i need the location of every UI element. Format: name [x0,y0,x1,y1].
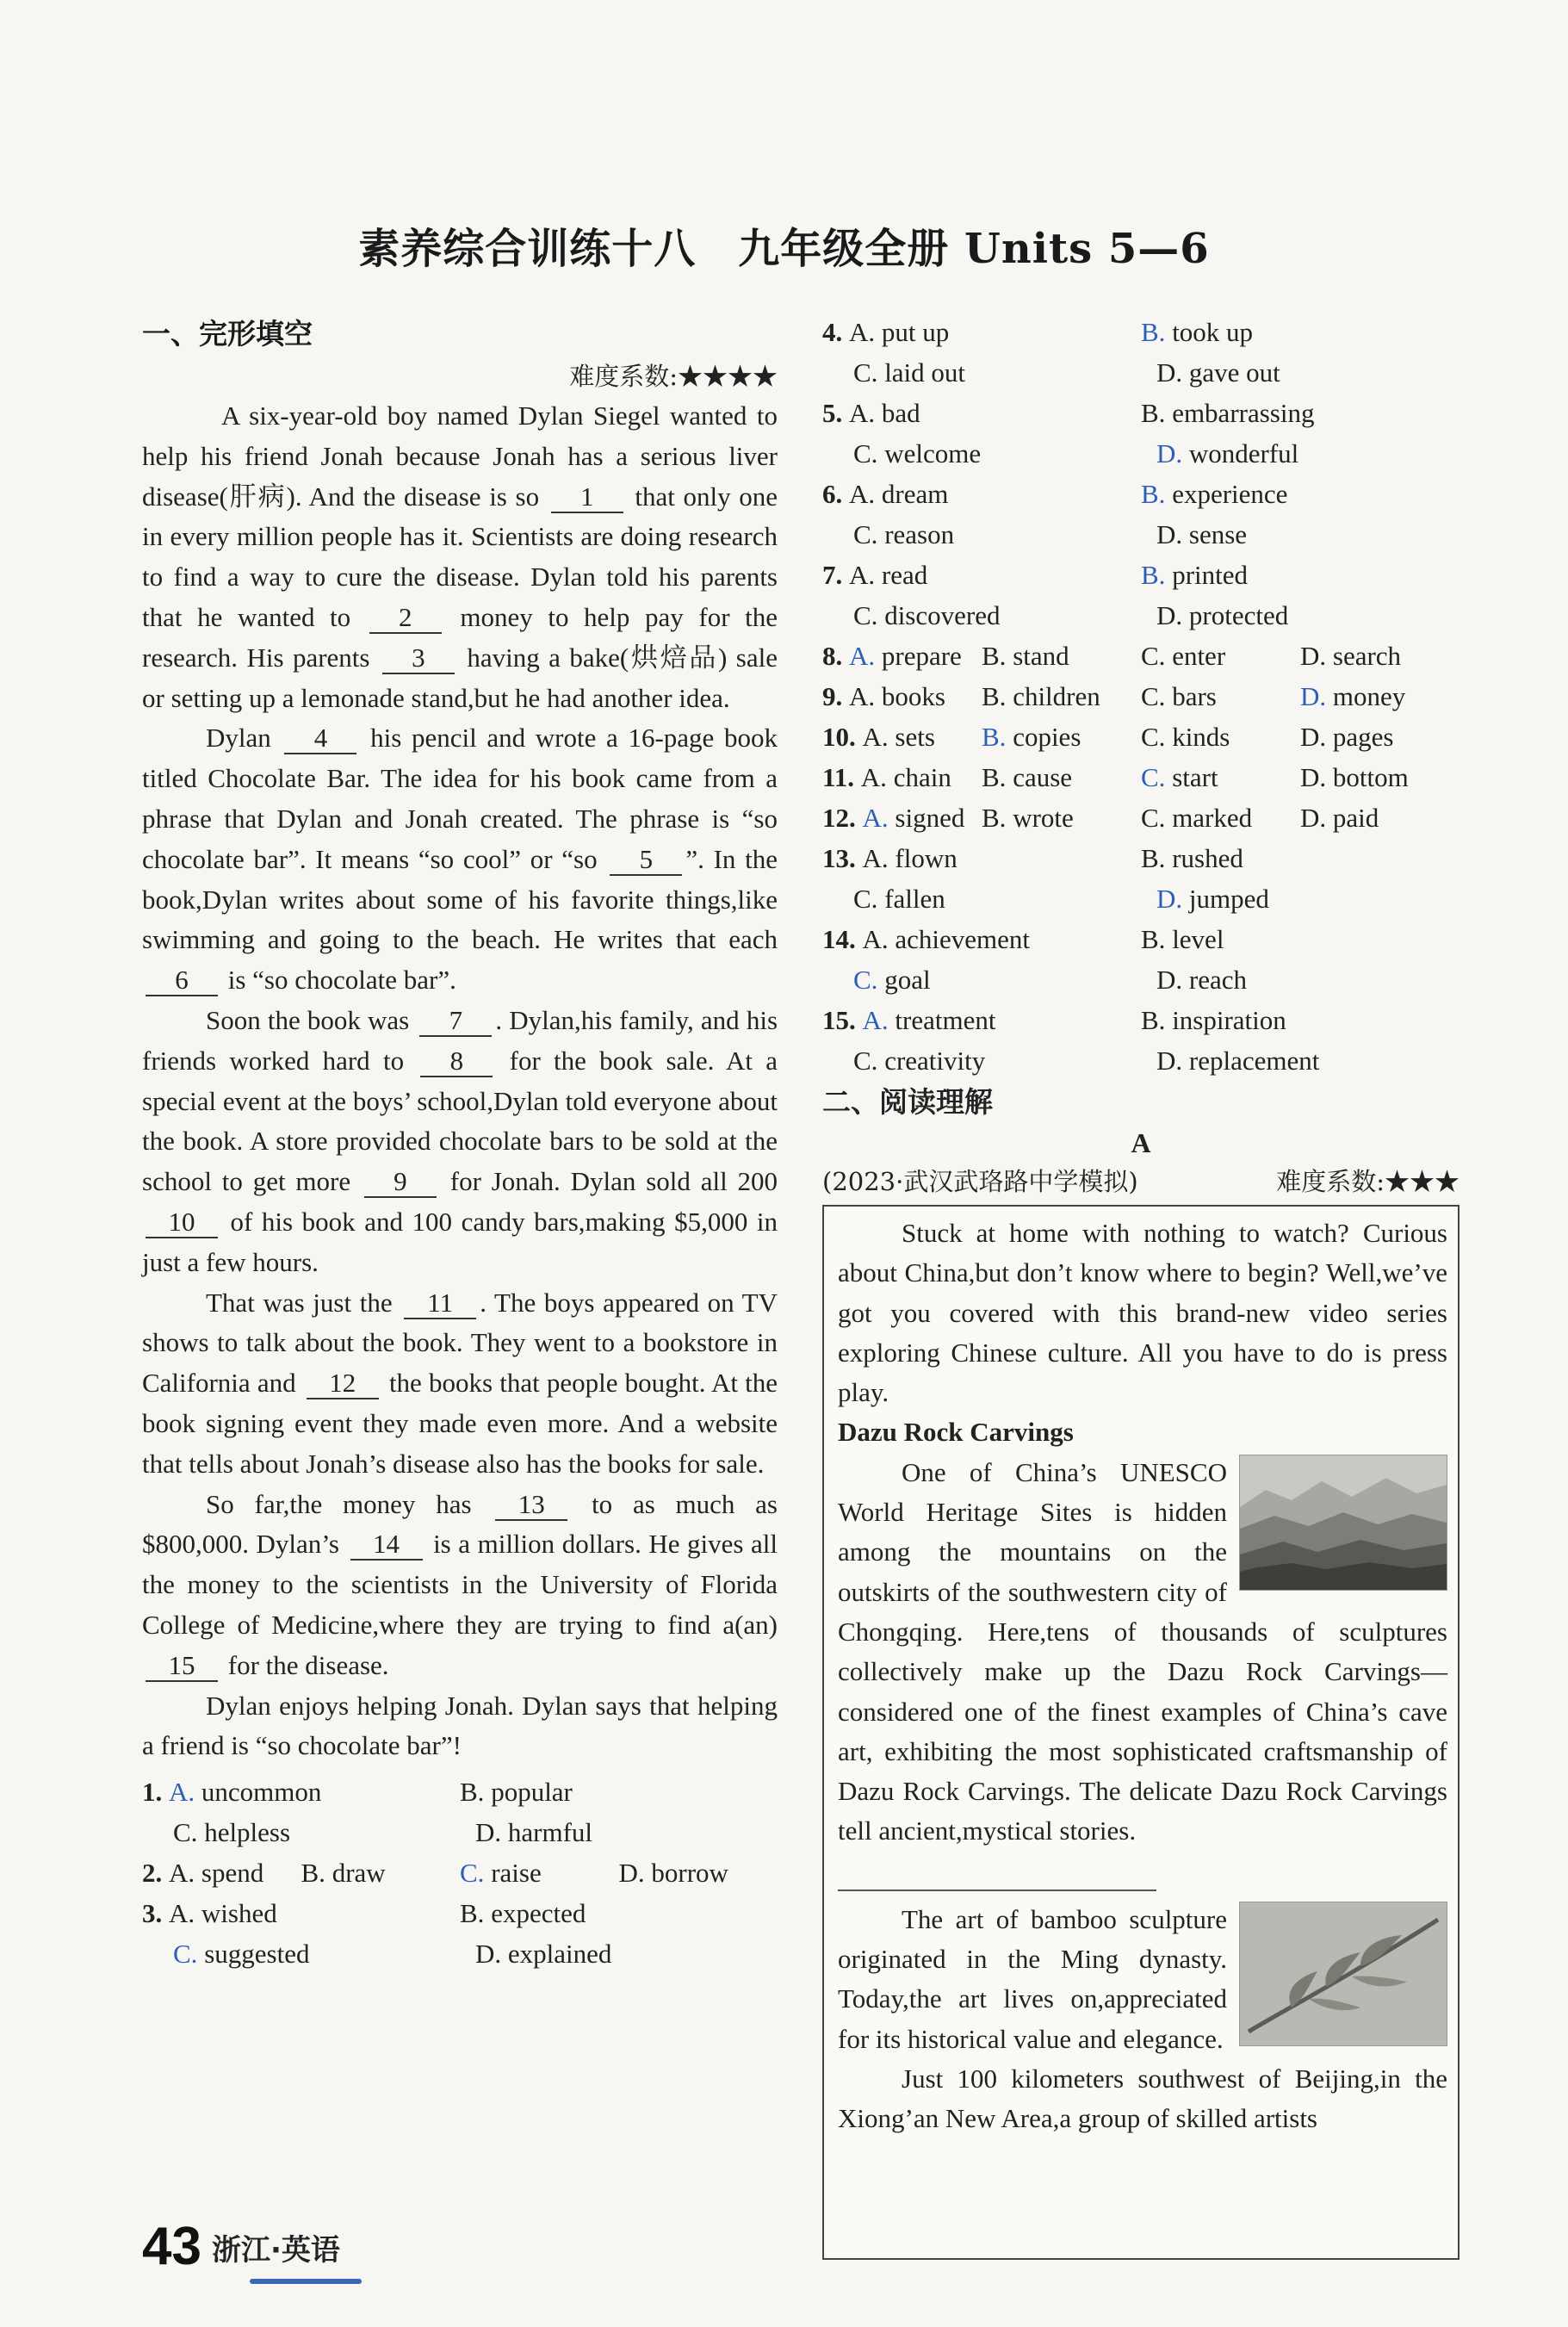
question-12-row [822,797,1460,838]
option-c[interactable] [1141,717,1300,757]
question-5-row [822,433,1460,474]
question-number: 9. [822,681,849,711]
option-letter: A. [849,641,876,671]
option-a[interactable] [142,1852,301,1893]
cloze-passage [142,396,778,1766]
option-letter: C. [853,519,878,549]
option-a[interactable] [142,1772,460,1812]
option-d[interactable] [1156,352,1460,393]
option-text: goal [877,965,931,995]
question-3-row [142,1933,778,1974]
section-heading-cloze: 一、完形填空 [142,317,313,351]
intro-paragraph: Stuck at home with nothing to watch? Curious about China,but don’t know where to begin? Well,we’ve got you covered with this brand-new video series exploring Chinese culture. All you have to do is press play. [838,1218,1447,1408]
footer-label: 浙江·英语 [211,2233,340,2268]
option-text: wrote [1006,803,1074,833]
option-letter: D. [1156,965,1183,995]
option-letter: D. [618,1858,645,1889]
passage-text: . Dylan,his family, and his friends worked hard to [142,1004,778,1076]
question-1-row [142,1772,778,1812]
blank-5[interactable]: 5 [610,845,682,876]
option-letter: A. [849,479,876,509]
option-d[interactable] [1156,595,1460,636]
page-footer [142,2217,340,2276]
option-b[interactable] [982,757,1141,797]
option-text: treatment [888,1005,996,1035]
option-text: chain [886,762,951,792]
question-7-row [822,555,1460,595]
question-3-row [142,1893,778,1933]
option-d[interactable] [1156,514,1460,555]
question-13-row [822,878,1460,919]
option-d[interactable] [1300,757,1460,797]
reading-difficulty: 难度系数:★★★ [1276,1167,1460,1196]
question-10-row [822,717,1460,757]
left-column [142,312,778,1974]
option-text: explained [501,1939,612,1970]
cloze-paragraph [142,1485,778,1686]
question-4-row [822,312,1460,352]
passage-text: of his book and 100 candy bars,making $5,000 in just a few hours. [142,1206,778,1277]
option-text: laid out [877,357,966,388]
option-d[interactable] [1300,797,1460,838]
question-15-row [822,1000,1460,1040]
option-a[interactable] [822,919,1141,959]
option-letter: C. [173,1939,198,1970]
option-d[interactable] [619,1852,778,1893]
option-c[interactable] [142,1933,475,1974]
option-d[interactable] [1300,636,1460,676]
option-a[interactable] [822,636,982,676]
blank-1[interactable]: 1 [551,482,623,513]
blank-11[interactable]: 11 [404,1288,476,1319]
option-b[interactable] [982,676,1141,717]
option-text: sets [888,722,935,752]
option-text: bad [875,398,920,428]
difficulty-rating: 难度系数:★★★★ [569,362,778,391]
bamboo-sculpture-image [1239,1902,1447,2046]
question-number: 2. [142,1858,169,1889]
option-text: rushed [1165,843,1243,873]
option-text: popular [484,1777,573,1808]
page-number: 43 [142,2217,201,2276]
question-14-row [822,959,1460,1000]
option-c[interactable] [1141,797,1300,838]
option-letter: D. [475,1817,502,1848]
option-c[interactable] [822,959,1156,1000]
question-number: 13. [822,843,863,873]
option-text: experience [1165,479,1288,509]
option-b[interactable] [1141,555,1460,595]
option-letter: B. [982,681,1007,711]
option-c[interactable] [822,595,1156,636]
question-number: 6. [822,479,849,509]
blank-12[interactable]: 12 [307,1368,379,1399]
option-c[interactable] [460,1852,619,1893]
cloze-paragraph [142,718,778,1001]
option-letter: C. [853,1046,878,1076]
option-letter: C. [1141,803,1166,833]
option-a[interactable] [822,838,1141,878]
option-text: prepare [875,641,962,671]
option-a[interactable] [822,717,982,757]
option-letter: A. [862,1005,889,1035]
option-c[interactable] [822,1040,1156,1081]
cloze-paragraph [142,1686,778,1767]
option-text: paid [1326,803,1379,833]
blank-9[interactable]: 9 [364,1167,437,1198]
option-letter: A. [169,1858,195,1889]
option-letter: D. [1300,803,1327,833]
question-number: 8. [822,641,849,671]
option-text: wonderful [1182,438,1299,469]
option-letter: C. [173,1817,198,1848]
option-text: search [1326,641,1402,671]
option-text: replacement [1182,1046,1320,1076]
option-text: sense [1182,519,1248,549]
option-letter: A. [862,843,889,873]
option-b[interactable] [1141,474,1460,514]
option-text: borrow [644,1858,728,1889]
option-text: expected [484,1898,586,1929]
option-a[interactable] [822,757,982,797]
passage-text: money to help pay for the research. His parents [142,601,778,673]
option-letter: D. [1300,641,1327,671]
option-a[interactable] [822,312,1141,352]
option-letter: D. [1156,600,1183,630]
option-text: reach [1182,965,1247,995]
option-b[interactable] [982,636,1141,676]
option-text: inspiration [1165,1005,1286,1035]
question-7-row [822,595,1460,636]
section-heading-reading: 二、阅读理解 [822,1085,993,1119]
option-text: protected [1182,600,1289,630]
option-letter: B. [982,803,1007,833]
option-text: children [1006,681,1100,711]
option-text: harmful [501,1817,593,1848]
option-letter: A. [860,762,887,792]
question-number: 7. [822,560,849,590]
blank-14[interactable]: 14 [350,1530,423,1561]
option-letter: A. [862,803,889,833]
option-a[interactable] [142,1893,460,1933]
option-text: fallen [877,884,945,914]
option-letter: B. [1141,560,1166,590]
option-letter: C. [853,600,878,630]
option-c[interactable] [822,514,1156,555]
option-b[interactable] [460,1772,778,1812]
option-letter: C. [1141,681,1166,711]
option-letter: C. [1141,722,1166,752]
question-number: 12. [822,803,863,833]
passage-text: ”. In the book,Dylan writes about some of his favorite things,like swimming and going to the beach. He writes that each [142,843,778,955]
option-text: welcome [877,438,982,469]
page-title: 素养综合训练十八 九年级全册 Units 5—6 [358,225,1210,273]
option-letter: B. [301,1858,325,1889]
option-text: wished [195,1898,277,1929]
option-d[interactable] [475,1933,778,1974]
option-letter: C. [853,965,878,995]
option-d[interactable] [1156,959,1460,1000]
passage-text: having a bake(烘焙品) sale or setting up a lemonade stand,but he had another idea. [142,642,778,713]
passage-text: So far,the money has [206,1488,493,1519]
option-text: start [1165,762,1218,792]
option-letter: C. [460,1858,485,1889]
question-number: 11. [822,762,861,792]
option-text: draw [325,1858,386,1889]
option-letter: B. [1141,398,1166,428]
option-text: spend [195,1858,264,1889]
dazu-paragraph: One of China’s UNESCO World Heritage Sites is hidden among the mountains on the outskirts of the southwestern city of Chongqing. Here,tens of thousands of sculptures collectively make up the Dazu Rock Carvings—considered one of the finest examples of China’s cave art, exhibiting the most sophisticated craftsmanship of Dazu Rock Carvings. The delicate Dazu Rock Carvings tell ancient,mystical stories. [838,1456,1447,1846]
option-text: pages [1326,722,1394,752]
option-letter: B. [1141,924,1166,954]
option-text: level [1165,924,1224,954]
passage-text: . The boys appeared on TV shows to talk about the book. They went to a bookstore in California and [142,1287,778,1399]
option-d[interactable] [475,1812,778,1852]
passage-text: Soon the book was [206,1004,417,1035]
option-b[interactable] [1141,919,1460,959]
option-letter: A. [849,317,876,347]
option-letter: C. [853,884,878,914]
blank-6[interactable]: 6 [146,965,218,996]
option-letter: A. [169,1777,195,1808]
option-b[interactable] [982,797,1141,838]
option-text: bars [1165,681,1217,711]
option-a[interactable] [822,474,1141,514]
option-text: bottom [1326,762,1409,792]
passage-text: for the book sale. At a special event at the boys’ school,Dylan told everyone about the book. A store provided chocolate bars to be sold at the school to get more [142,1045,778,1197]
passage-text: is “so chocolate bar”. [221,965,456,996]
option-letter: D. [1156,884,1183,914]
option-text: copies [1006,722,1081,752]
option-letter: D. [1156,438,1183,469]
option-text: uncommon [195,1777,322,1808]
option-c[interactable] [822,878,1156,919]
option-c[interactable] [1141,636,1300,676]
option-letter: A. [849,398,876,428]
option-letter: B. [982,722,1007,752]
passage-text: Dylan [206,723,282,754]
option-letter: A. [862,722,889,752]
option-letter: D. [1300,722,1327,752]
question-number: 3. [142,1898,169,1929]
option-b[interactable] [1141,312,1460,352]
option-d[interactable] [1300,676,1460,717]
option-letter: A. [169,1898,195,1929]
option-b[interactable] [1141,1000,1460,1040]
option-c[interactable] [822,352,1156,393]
option-letter: C. [853,438,878,469]
passage-text: for Jonah. Dylan sold all 200 [439,1166,778,1197]
option-text: discovered [877,600,1001,630]
question-number: 4. [822,317,849,347]
blank-2[interactable]: 2 [369,603,442,634]
beijing-paragraph: Just 100 kilometers southwest of Beijing,in the Xiong’an New Area,a group of skilled artists [838,2063,1447,2134]
reading-passage-box [822,1205,1460,2260]
question-8-row [822,636,1460,676]
option-text: flown [888,843,958,873]
mountain-landscape-image [1239,1455,1447,1591]
source-line [822,1162,1460,1201]
question-list-right [822,312,1460,1081]
question-number: 1. [142,1777,169,1808]
option-a[interactable] [822,797,982,838]
blank-8[interactable]: 8 [420,1046,493,1077]
option-text: read [875,560,928,590]
question-1-row [142,1812,778,1852]
option-text: took up [1165,317,1254,347]
option-d[interactable] [1156,433,1460,474]
blank-10[interactable]: 10 [146,1207,218,1238]
cloze-paragraph [142,396,778,718]
blank-3[interactable]: 3 [382,643,455,674]
option-b[interactable] [460,1893,778,1933]
option-b[interactable] [1141,838,1460,878]
option-text: books [875,681,945,711]
right-column [822,312,1460,2260]
option-d[interactable] [1300,717,1460,757]
dazu-subtitle: Dazu Rock Carvings [838,1417,1074,1448]
option-letter: D. [1300,681,1327,711]
passage-text: the books that people bought. At the book signing event they made even more. And a website that tells about Jonah’s disease also has the books for sale. [142,1368,778,1479]
question-5-row [822,393,1460,433]
option-c[interactable] [822,433,1156,474]
option-text: cause [1006,762,1073,792]
option-text: embarrassing [1165,398,1315,428]
cloze-paragraph [142,1283,778,1485]
option-text: jumped [1182,884,1269,914]
blank-4[interactable]: 4 [284,723,356,754]
question-6-row [822,514,1460,555]
bamboo-paragraph: The art of bamboo sculpture originated in the Ming dynasty. Today,the art lives on,appreciated for its historical value and elegance. [838,1903,1227,2054]
cloze-paragraph [142,1001,778,1283]
option-letter: B. [1141,1005,1166,1035]
question-13-row [822,838,1460,878]
option-letter: D. [1156,357,1183,388]
question-15-row [822,1040,1460,1081]
option-letter: B. [982,641,1007,671]
option-letter: C. [853,357,878,388]
passage-text: That was just the [206,1287,401,1318]
option-b[interactable] [301,1852,461,1893]
question-14-row [822,919,1460,959]
option-letter: D. [475,1939,502,1970]
option-text: printed [1165,560,1248,590]
question-number: 10. [822,722,863,752]
option-text: signed [888,803,965,833]
question-number: 5. [822,398,849,428]
option-text: stand [1006,641,1069,671]
option-d[interactable] [1156,878,1460,919]
option-letter: B. [1141,317,1166,347]
question-4-row [822,352,1460,393]
option-letter: D. [1156,1046,1183,1076]
option-text: raise [484,1858,542,1889]
passage-text: A six-year-old boy named Dylan Siegel wanted to help his friend Jonah because Jonah has a serious liver disease(肝病). And the disease is so [142,400,778,512]
blank-15[interactable]: 15 [146,1651,218,1682]
question-9-row [822,676,1460,717]
passage-text: his pencil and wrote a 16-page book titled Chocolate Bar. The idea for his book came from a phrase that Dylan and Jonah created. The phrase is “so chocolate bar”. It means “so cool” or “so [142,723,778,874]
option-letter: A. [849,560,876,590]
option-a[interactable] [822,676,982,717]
option-letter: B. [460,1777,485,1808]
option-text: gave out [1182,357,1280,388]
option-c[interactable] [1141,757,1300,797]
option-b[interactable] [1141,393,1460,433]
option-letter: B. [982,762,1007,792]
option-text: dream [875,479,949,509]
blank-13[interactable]: 13 [495,1490,567,1521]
option-letter: B. [1141,479,1166,509]
passage-text: to as much as $800,000. Dylan’s [142,1488,778,1560]
option-letter: C. [1141,641,1166,671]
blank-7[interactable]: 7 [419,1006,492,1037]
passage-text: Dylan enjoys helping Jonah. Dylan says that helping a friend is “so chocolate bar”! [142,1690,778,1761]
footer-accent-bar [250,2279,362,2284]
passage-letter: A [1131,1127,1151,1158]
option-text: creativity [877,1046,986,1076]
passage-text: is a million dollars. He gives all the money to the scientists in the University of Florida College of Medicine,where they are trying to find a(an) [142,1529,778,1640]
option-text: marked [1165,803,1253,833]
question-number: 15. [822,1005,863,1035]
option-text: achievement [888,924,1031,954]
option-letter: B. [460,1898,485,1929]
option-letter: B. [1141,843,1166,873]
option-text: enter [1165,641,1226,671]
option-text: suggested [197,1939,310,1970]
source-label: (2023·武汉武珞路中学模拟) [822,1167,1138,1196]
option-letter: D. [1156,519,1183,549]
section-divider [838,1890,1156,1891]
option-letter: D. [1300,762,1327,792]
question-2-row [142,1852,778,1893]
option-c[interactable] [142,1812,475,1852]
question-list-left [142,1772,778,1974]
option-text: reason [877,519,955,549]
option-a[interactable] [822,555,1141,595]
question-6-row [822,474,1460,514]
option-c[interactable] [1141,676,1300,717]
option-a[interactable] [822,393,1141,433]
passage-text: that only one in every million people has it. Scientists are doing research to find a way to cure the disease. Dylan told his parents that he wanted to [142,481,778,632]
option-text: put up [875,317,950,347]
option-text: money [1326,681,1406,711]
option-text: kinds [1165,722,1230,752]
option-d[interactable] [1156,1040,1460,1081]
option-letter: A. [849,681,876,711]
option-letter: A. [862,924,889,954]
passage-text: for the disease. [221,1649,389,1680]
option-b[interactable] [982,717,1141,757]
option-a[interactable] [822,1000,1141,1040]
option-text: helpless [197,1817,291,1848]
question-11-row [822,757,1460,797]
option-letter: C. [1141,762,1166,792]
question-number: 14. [822,924,863,954]
